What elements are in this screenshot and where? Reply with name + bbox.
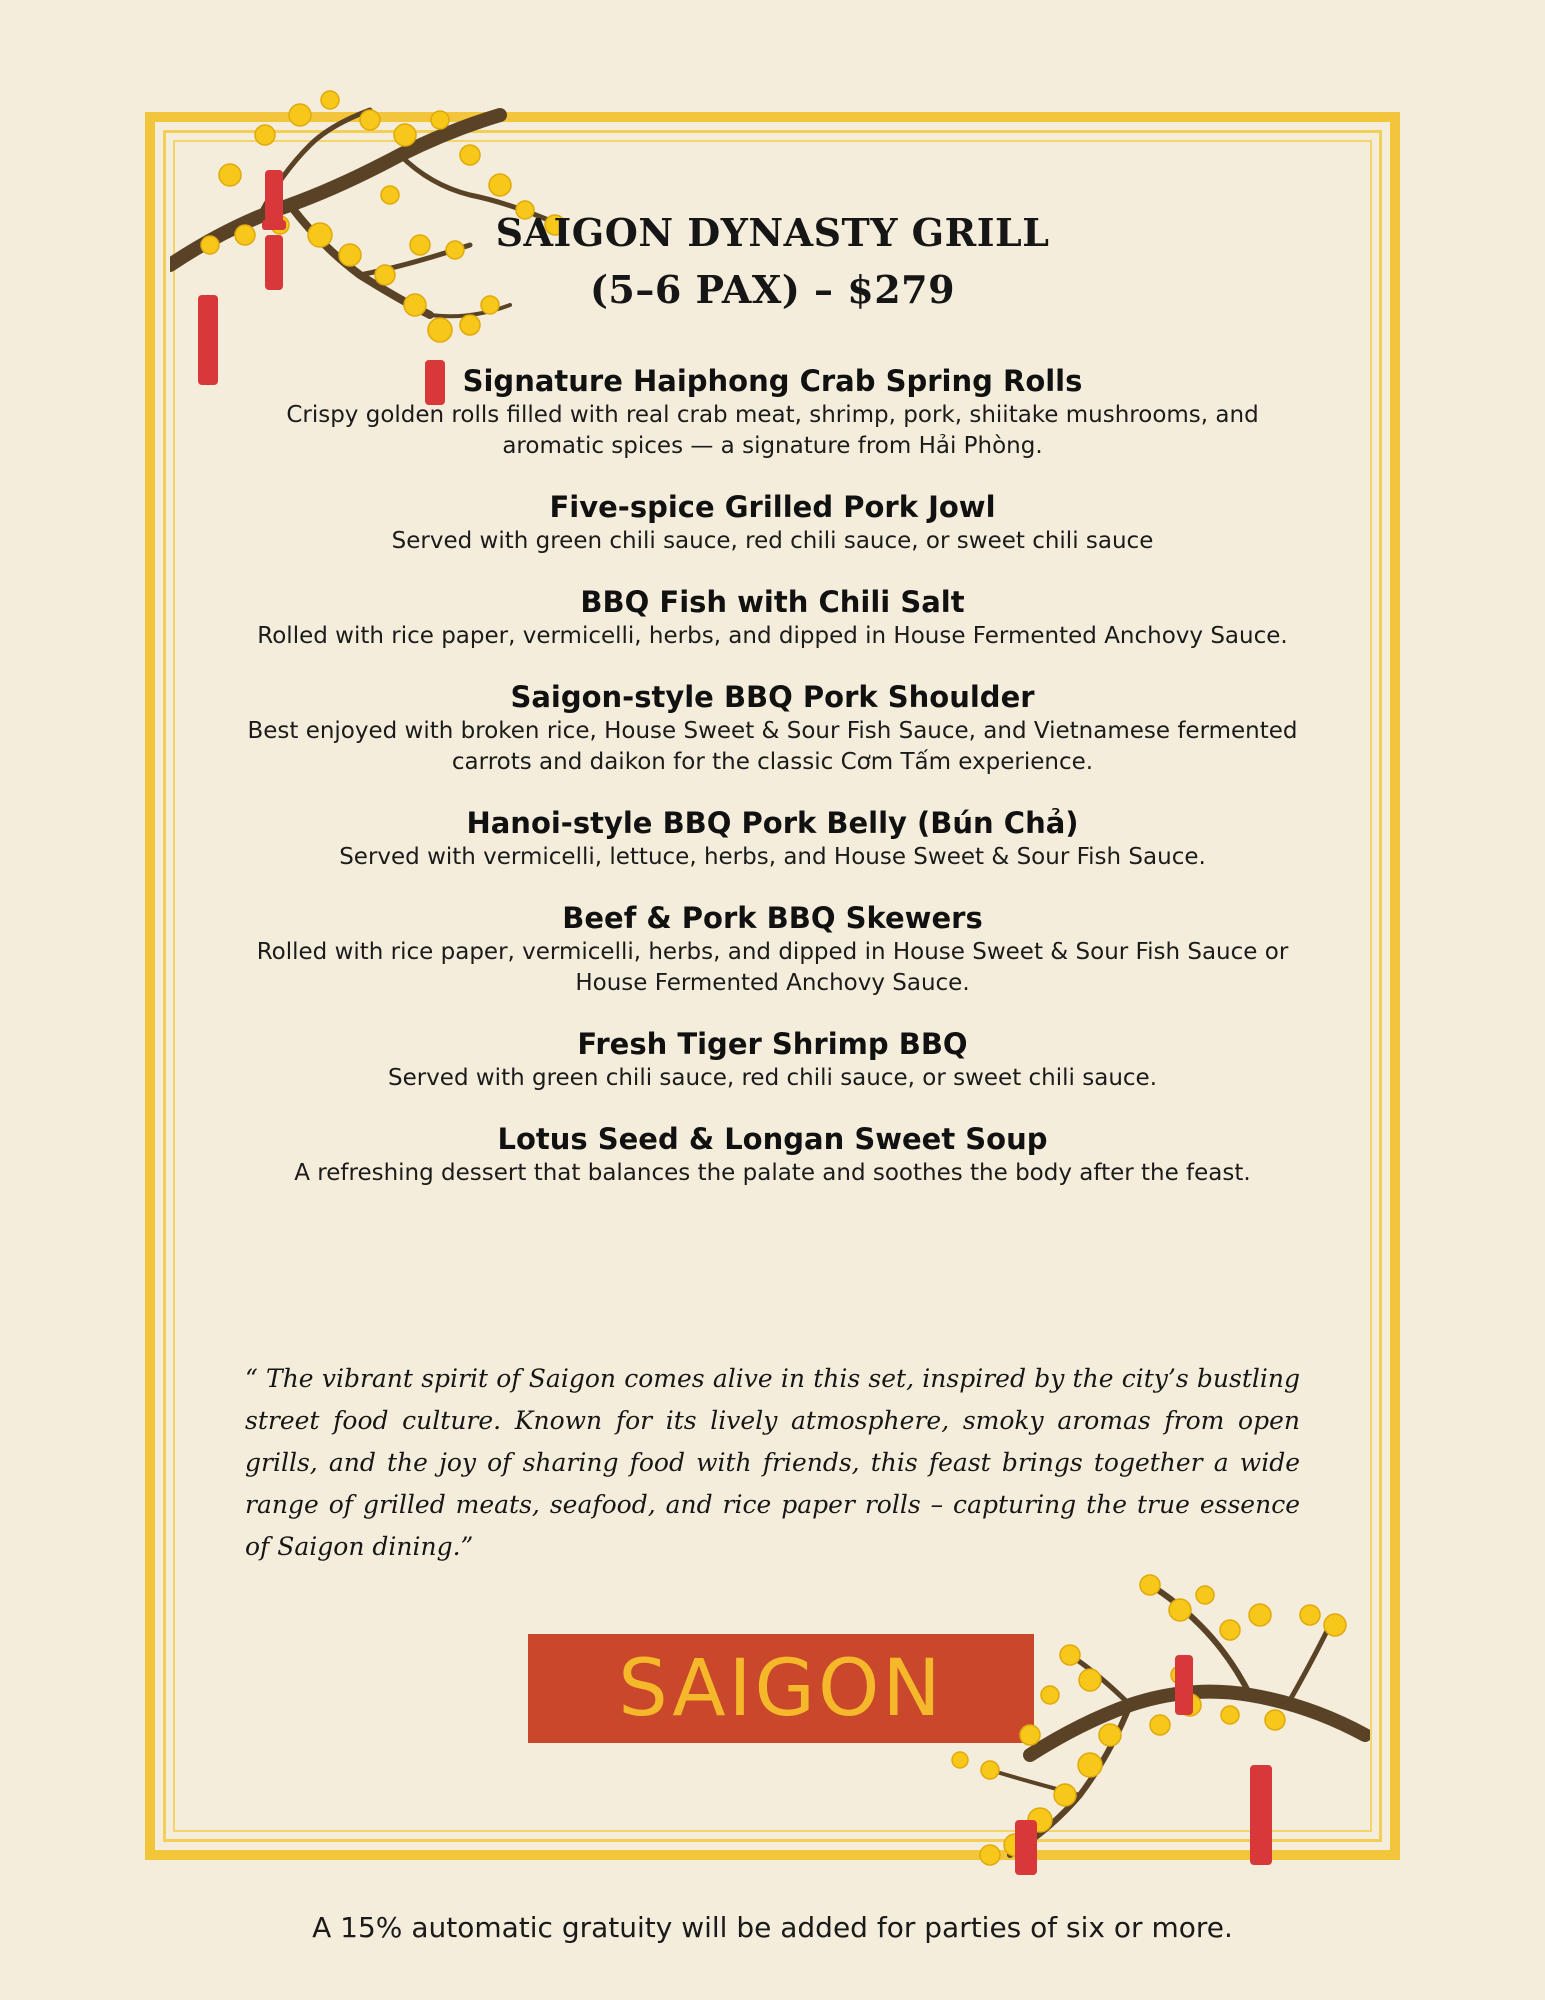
menu-item bbox=[245, 804, 1300, 873]
menu-item-name: Signature Haiphong Crab Spring Rolls bbox=[462, 364, 1083, 398]
menu-item-description: Served with vermicelli, lettuce, herbs, and House Sweet & Sour Fish Sauce. bbox=[339, 844, 1206, 870]
menu-item bbox=[245, 1025, 1300, 1094]
menu-item bbox=[245, 583, 1300, 652]
menu-item-description: A refreshing dessert that balances the palate and soothes the body after the feast. bbox=[294, 1160, 1251, 1186]
menu-item-description: Best enjoyed with broken rice, House Sweet & Sour Fish Sauce, and Vietnamese fermented carrots and daikon for the classic Cơm Tấm experience. bbox=[247, 718, 1298, 775]
menu-item bbox=[245, 488, 1300, 557]
menu-price: (5–6 PAX) – $279 bbox=[589, 267, 956, 312]
menu-item-name: Hanoi-style BBQ Pork Belly (Bún Chả) bbox=[466, 806, 1079, 840]
menu-item-description: Served with green chili sauce, red chili sauce, or sweet chili sauce bbox=[391, 528, 1154, 554]
menu-item-name: Five-spice Grilled Pork Jowl bbox=[549, 490, 996, 524]
menu-item bbox=[245, 678, 1300, 778]
menu-item-description: Rolled with rice paper, vermicelli, herbs, and dipped in House Sweet & Sour Fish Sauce or House Fermented Anchovy Sauce. bbox=[256, 939, 1289, 996]
logo-text: SAIGON bbox=[618, 1643, 944, 1734]
menu-item-description: Served with green chili sauce, red chili sauce, or sweet chili sauce. bbox=[387, 1065, 1158, 1091]
menu-title: SAIGON DYNASTY GRILL bbox=[495, 210, 1050, 255]
menu-item bbox=[245, 1120, 1300, 1189]
apricot-blossom-branch-icon bbox=[930, 1555, 1370, 1885]
gratuity-note: A 15% automatic gratuity will be added for parties of six or more. bbox=[312, 1911, 1233, 1944]
menu-item-name: Lotus Seed & Longan Sweet Soup bbox=[497, 1122, 1048, 1156]
menu-list bbox=[245, 362, 1300, 1215]
menu-item-description: Crispy golden rolls filled with real crab meat, shrimp, pork, shiitake mushrooms, and aromatic spices — a signature from Hải Phòng. bbox=[286, 402, 1259, 459]
menu-item-name: Saigon-style BBQ Pork Shoulder bbox=[510, 680, 1035, 714]
menu-item-name: BBQ Fish with Chili Salt bbox=[580, 585, 965, 619]
menu-item-name: Fresh Tiger Shrimp BBQ bbox=[577, 1027, 968, 1061]
menu-item-description: Rolled with rice paper, vermicelli, herbs, and dipped in House Fermented Anchovy Sauce. bbox=[257, 623, 1288, 649]
menu-item bbox=[245, 362, 1300, 462]
menu-item bbox=[245, 899, 1300, 999]
menu-item-name: Beef & Pork BBQ Skewers bbox=[562, 901, 983, 935]
set-description-quote: “ The vibrant spirit of Saigon comes alive in this set, inspired by the city’s bustling street food culture. Known for its lively atmosphere, smoky aromas from open grills, and the joy of sharing food with friends, this feast brings together a wide range of grilled meats, seafood, and rice paper rolls – capturing the true essence of Saigon dining.” bbox=[245, 1364, 1300, 1561]
